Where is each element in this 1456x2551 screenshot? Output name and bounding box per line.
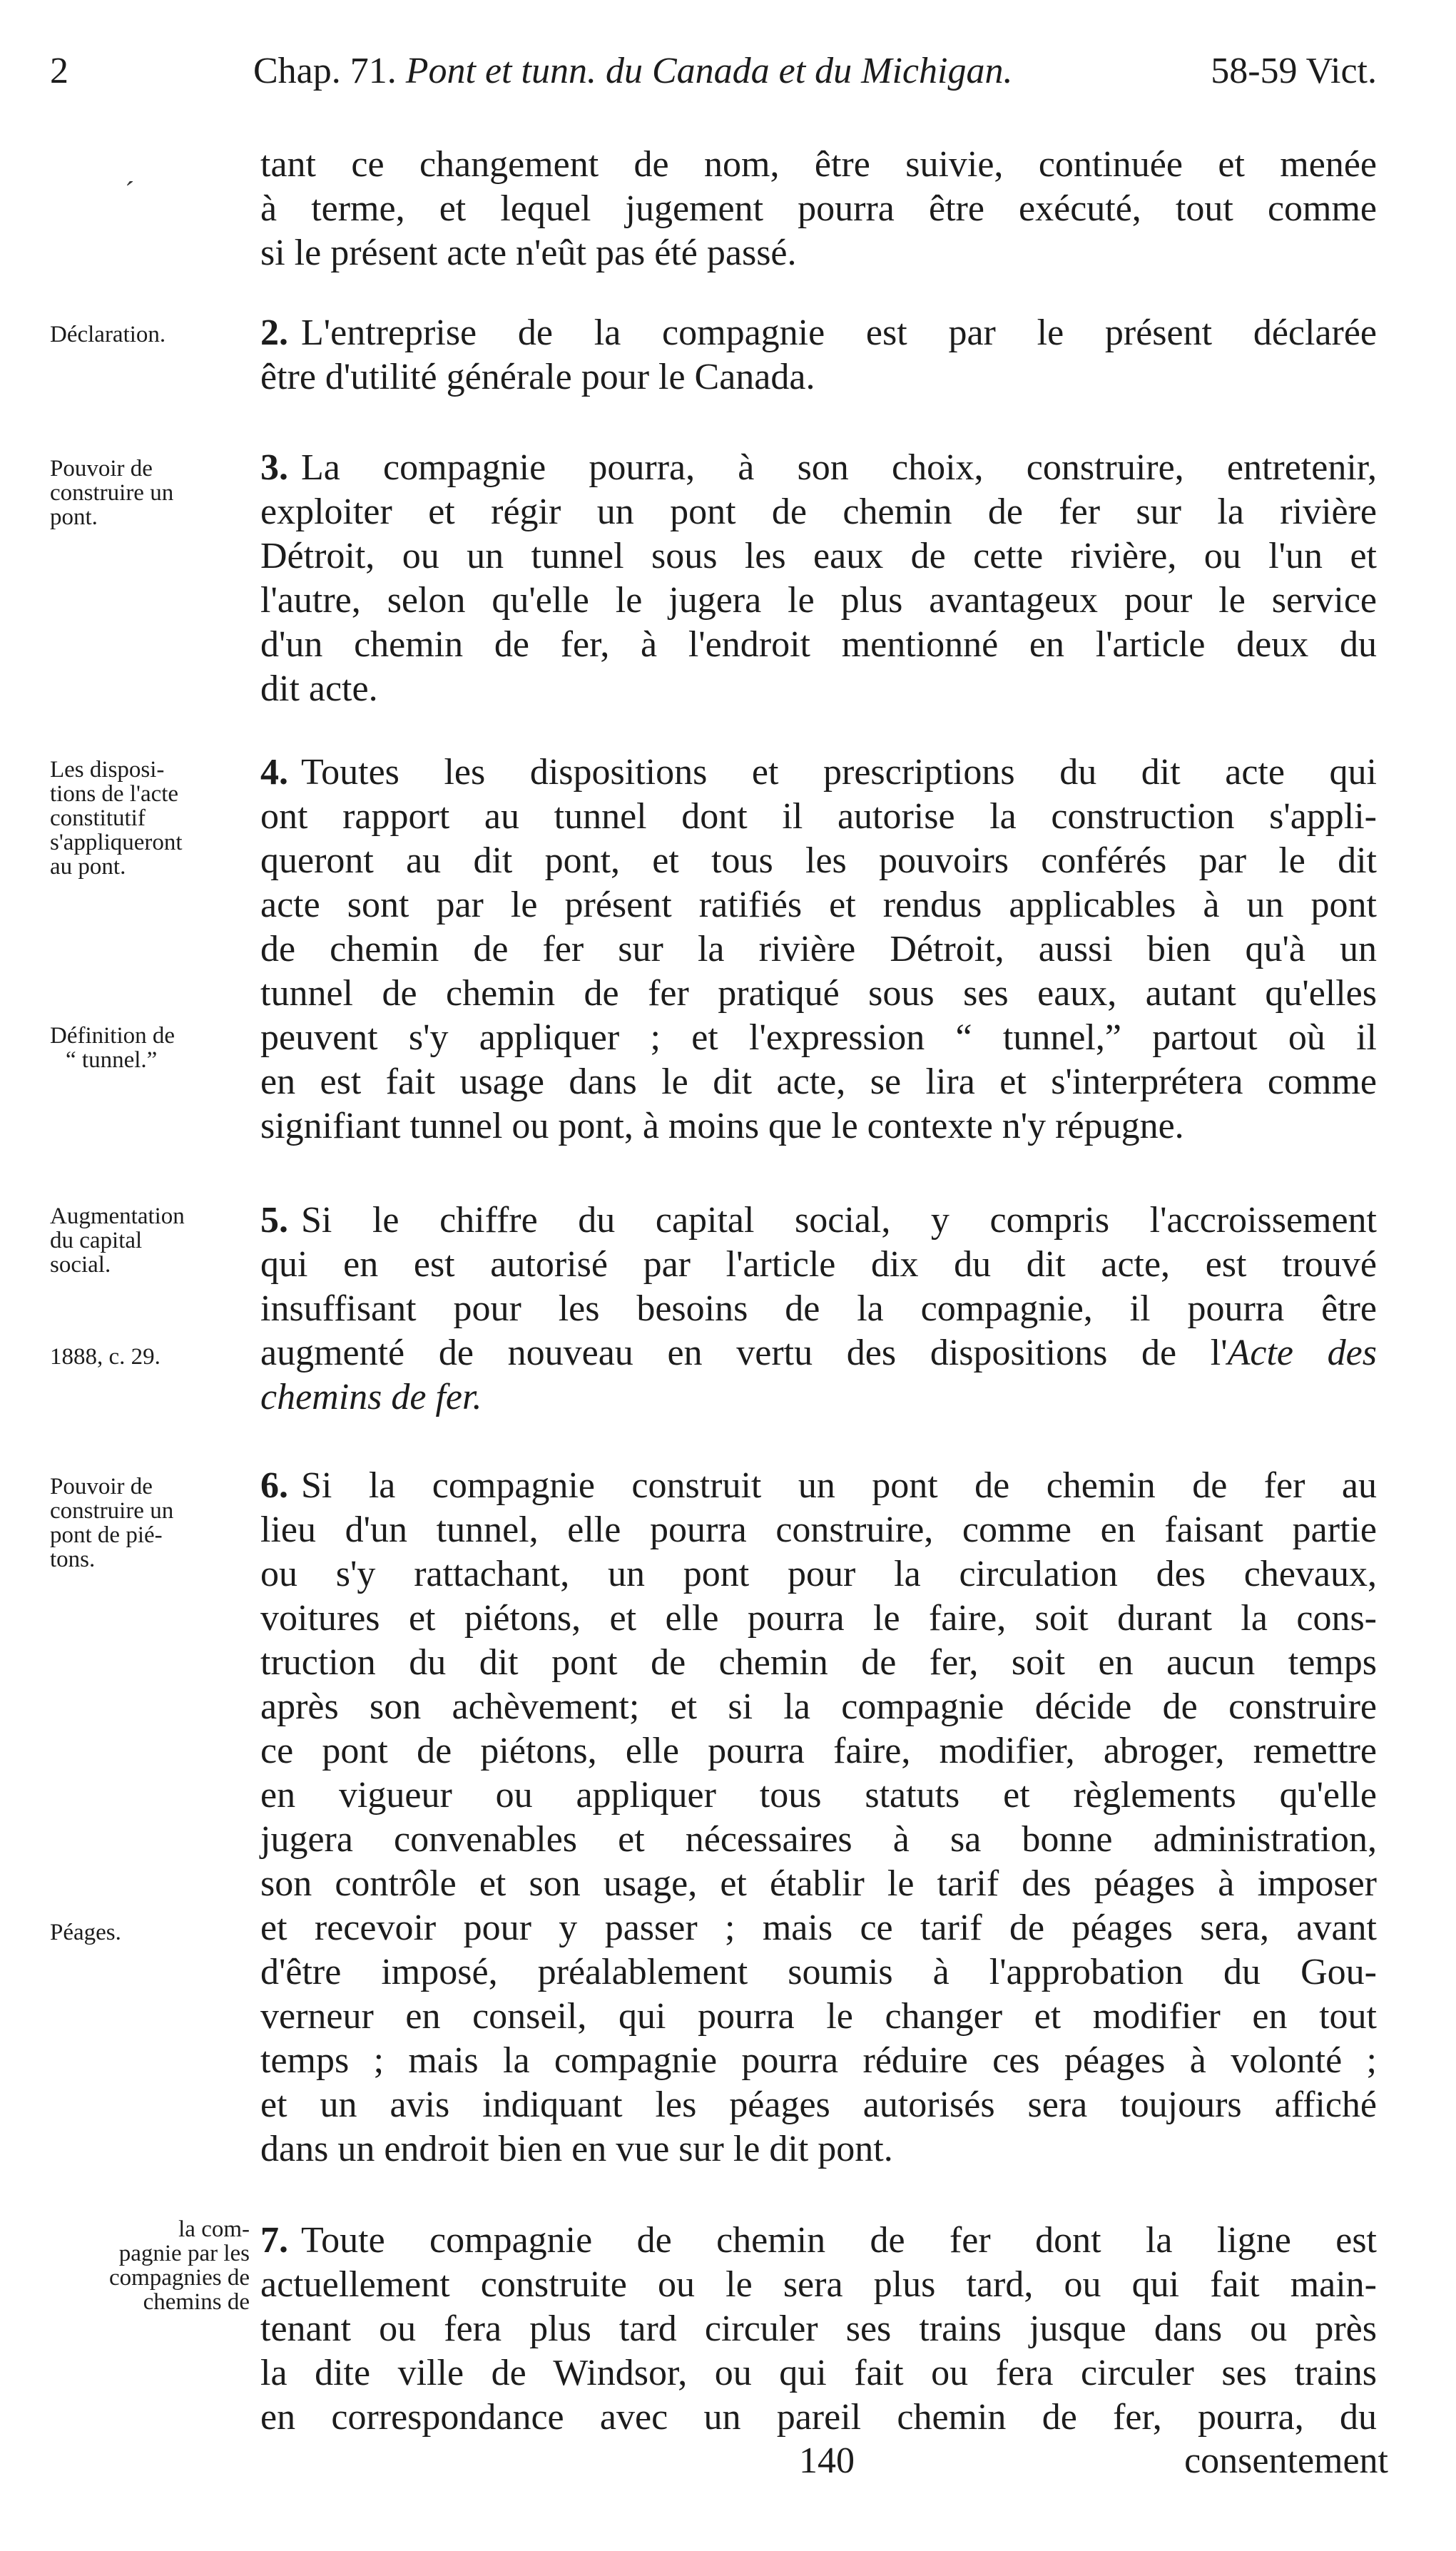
text-line: après son achèvement; et si la compagnie décide de construire: [260, 1686, 1377, 1727]
text-line: si le présent acte n'eût pas été passé.: [260, 233, 797, 273]
section-number: 7.: [260, 2220, 288, 2261]
regnal-year: 58-59 Vict.: [1211, 51, 1377, 91]
paragraph-continuation: [260, 143, 1377, 275]
text-line: 4. Toutes les dispositions et prescriptions du dit acte qui: [260, 752, 1377, 793]
text-line: 2. L'entreprise de la compagnie est par le présent déclarée: [260, 312, 1377, 353]
margin-note-augmentation: Augmentation du capital social.: [50, 1203, 185, 1278]
text-line: 3. La compagnie pourra, à son choix, construire, entretenir,: [260, 447, 1377, 488]
text-line: ce pont de piétons, elle pourra faire, modifier, abroger, remettre: [260, 1731, 1377, 1771]
margin-note-definition: Définition de “ tunnel.”: [50, 1023, 175, 1073]
catchword: consentement: [1184, 2440, 1388, 2481]
chapter-label: Chap. 71.: [253, 51, 397, 91]
section-7: [260, 2219, 1377, 2440]
text-line: temps ; mais la compagnie pourra réduire ces péages à volonté ;: [260, 2040, 1377, 2081]
section-6: [260, 1464, 1377, 2171]
section-5: [260, 1198, 1377, 1420]
text-line: tunnel de chemin de fer pratiqué sous ses eaux, autant qu'elles: [260, 973, 1377, 1014]
text-line: en correspondance avec un pareil chemin de fer, pourra, du: [260, 2397, 1377, 2438]
text-line: la dite ville de Windsor, ou qui fait ou fera circuler ses trains: [260, 2353, 1377, 2393]
text-line: tant ce changement de nom, être suivie, continuée et menée: [260, 144, 1377, 185]
text-line: Détroit, ou un tunnel sous les eaux de cette rivière, ou l'un et: [260, 536, 1377, 576]
running-header: [50, 50, 1377, 107]
text-line: exploiter et régir un pont de chemin de fer sur la rivière: [260, 492, 1377, 532]
text-line: d'être imposé, préalablement soumis à l'approbation du Gou-: [260, 1952, 1377, 1992]
short-title: Pont et tunn. du Canada et du Michigan.: [405, 51, 1013, 91]
section-4: [260, 750, 1377, 1149]
text-line: à terme, et lequel jugement pourra être exécuté, tout comme: [260, 188, 1377, 229]
text-line: et recevoir pour y passer ; mais ce tarif de péages sera, avant: [260, 1908, 1377, 1948]
section-3: [260, 446, 1377, 711]
text-line: 5. Si le chiffre du capital social, y compris l'accroissement: [260, 1200, 1377, 1241]
section-number: 2.: [260, 312, 288, 353]
text-line: et un avis indiquant les péages autorisés sera toujours affiché: [260, 2084, 1377, 2125]
text-line: son contrôle et son usage, et établir le tarif des péages à imposer: [260, 1863, 1377, 1904]
section-2: [260, 311, 1377, 399]
text-line: dans un endroit bien en vue sur le dit pont.: [260, 2129, 893, 2169]
margin-note-peages: Péages.: [50, 1920, 121, 1945]
text-line: d'un chemin de fer, à l'endroit mentionné en l'article deux du: [260, 624, 1377, 665]
text-line: acte sont par le présent ratifiés et rendus applicables à un pont: [260, 885, 1377, 925]
text-line: queront au dit pont, et tous les pouvoirs conférés par le dit: [260, 840, 1377, 881]
text-line: en vigueur ou appliquer tous statuts et règlements qu'elle: [260, 1775, 1377, 1816]
text-line: augmenté de nouveau en vertu des dispositions de l'Acte des: [260, 1333, 1377, 1373]
text-line: être d'utilité générale pour le Canada.: [260, 357, 815, 397]
stray-mark: ´: [125, 175, 135, 208]
text-line: l'autre, selon qu'elle le jugera le plus avantageux pour le service: [260, 580, 1377, 621]
section-number: 6.: [260, 1465, 288, 1506]
margin-note-pouvoir-pietons: Pouvoir de construire un pont de pié- tons.: [50, 1474, 174, 1572]
text-line: chemins de fer.: [260, 1377, 482, 1417]
text-line: peuvent s'y appliquer ; et l'expression “ tunnel,” partout où il: [260, 1017, 1377, 1058]
text-line: truction du dit pont de chemin de fer, soit en aucun temps: [260, 1642, 1377, 1683]
text-line: qui en est autorisé par l'article dix du dit acte, est trouvé: [260, 1244, 1377, 1285]
margin-note-dispositions: Les disposi- tions de l'acte constitutif s'appliqueront au pont.: [50, 757, 183, 880]
text-line: verneur en conseil, qui pourra le changer et modifier en tout: [260, 1996, 1377, 2037]
text-line: lieu d'un tunnel, elle pourra construire, comme en faisant partie: [260, 1509, 1377, 1550]
margin-note-citation: 1888, c. 29.: [50, 1344, 161, 1370]
text-line: ou s'y rattachant, un pont pour la circulation des chevaux,: [260, 1554, 1377, 1594]
text-line: voitures et piétons, et elle pourra le faire, soit durant la cons-: [260, 1598, 1377, 1639]
margin-note-pouvoir-construire: Pouvoir de construire un pont.: [50, 456, 174, 530]
text-line: signifiant tunnel ou pont, à moins que le contexte n'y répugne.: [260, 1106, 1184, 1146]
page-number: 2: [50, 51, 68, 91]
text-line: jugera convenables et nécessaires à sa bonne administration,: [260, 1819, 1377, 1860]
section-number: 5.: [260, 1200, 288, 1241]
section-number: 4.: [260, 752, 288, 793]
text-line: 7. Toute compagnie de chemin de fer dont la ligne est: [260, 2220, 1377, 2261]
header-title: [253, 50, 1012, 92]
text-line: dit acte.: [260, 668, 378, 709]
text-line: en est fait usage dans le dit acte, se lira et s'interprétera comme: [260, 1061, 1377, 1102]
margin-note-compagnies: la com- pagnie par les compagnies de chemins de: [108, 2216, 250, 2315]
text-line: tenant ou fera plus tard circuler ses trains jusque dans ou près: [260, 2308, 1377, 2349]
margin-note-declaration: Déclaration.: [50, 322, 166, 347]
text-line: de chemin de fer sur la rivière Détroit, aussi bien qu'à un: [260, 929, 1377, 969]
footer-page-number: 140: [799, 2440, 855, 2481]
section-number: 3.: [260, 447, 288, 488]
text-line: 6. Si la compagnie construit un pont de chemin de fer au: [260, 1465, 1377, 1506]
text-line: ont rapport au tunnel dont il autorise la construction s'appli-: [260, 796, 1377, 837]
text-line: insuffisant pour les besoins de la compagnie, il pourra être: [260, 1288, 1377, 1329]
text-line: actuellement construite ou le sera plus tard, ou qui fait main-: [260, 2264, 1377, 2305]
